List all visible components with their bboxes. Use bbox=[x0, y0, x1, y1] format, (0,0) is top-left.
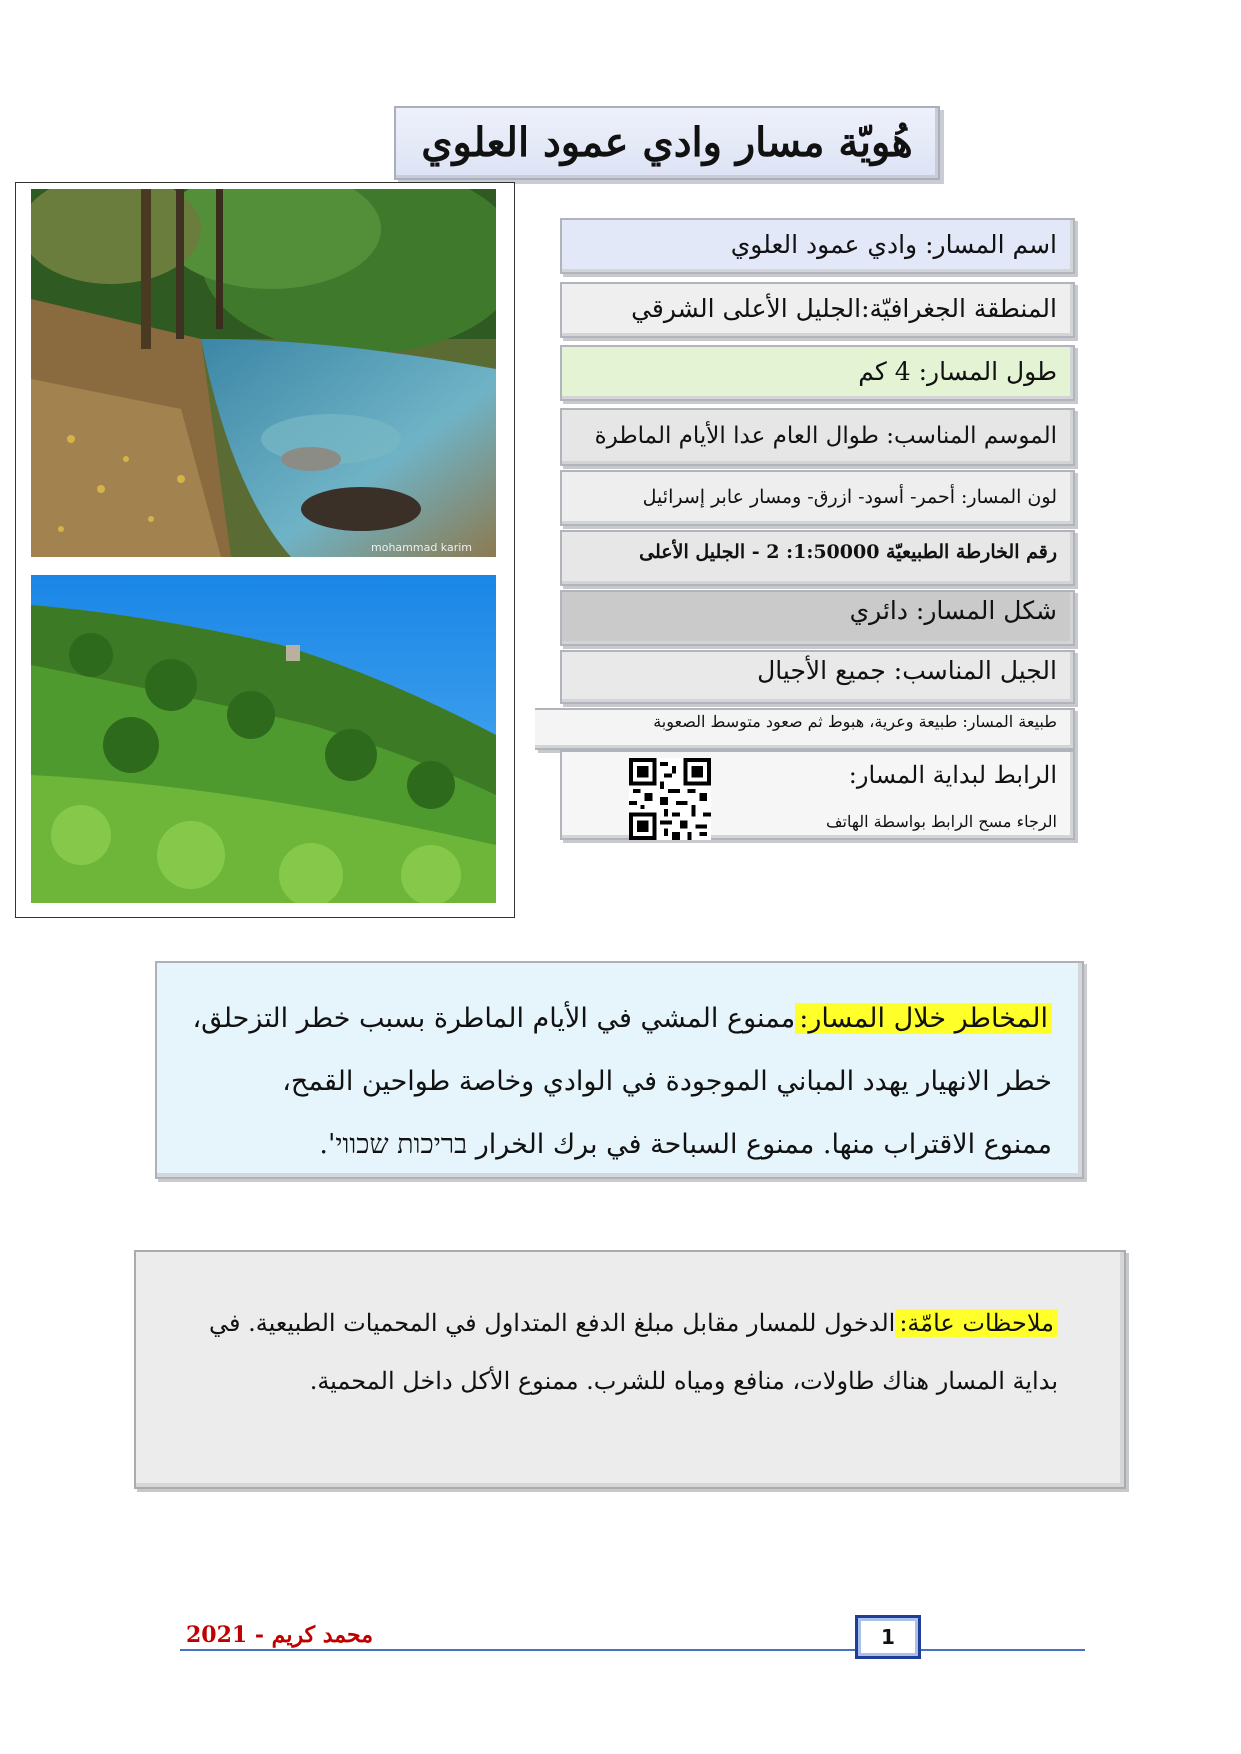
page-number: 1 bbox=[855, 1615, 921, 1659]
notes-text-1: الدخول للمسار مقابل مبلغ الدفع المتداول في المحميات الطبيعية. في bbox=[208, 1309, 896, 1337]
warnings-label: المخاطر خلال المسار: bbox=[795, 1003, 1052, 1034]
info-row-trail-colors: لون المسار: أحمر- أسود- ازرق- ومسار عابر إسرائيل bbox=[560, 470, 1075, 526]
photo-frame bbox=[15, 182, 515, 918]
qr-code[interactable] bbox=[629, 758, 711, 840]
footer-rule bbox=[180, 1649, 1085, 1651]
info-row-season: الموسم المناسب: طوال العام عدا الأيام الماطرة bbox=[560, 408, 1075, 466]
info-row-map-number: رقم الخارطة الطبيعيّة 1:50000: 2 - الجليل الأعلى bbox=[560, 530, 1075, 586]
warnings-line-1 bbox=[187, 987, 1052, 1050]
info-row-age: الجيل المناسب: جميع الأجيال bbox=[560, 650, 1075, 704]
link-row bbox=[560, 750, 1075, 840]
warnings-line-2: خطر الانهيار يهدد المباني الموجودة في الوادي وخاصة طواحين القمح، bbox=[282, 1066, 1052, 1097]
notes-box bbox=[134, 1250, 1126, 1489]
notes-line-1 bbox=[202, 1294, 1058, 1352]
warnings-box bbox=[155, 961, 1084, 1179]
stream-photo bbox=[31, 189, 496, 557]
info-row-shape: شكل المسار: دائري bbox=[560, 590, 1075, 646]
info-row-length: طول المسار: 4 كم bbox=[560, 345, 1075, 401]
warnings-line-3 bbox=[187, 1113, 1052, 1176]
warnings-text-3: ممنوع الاقتراب منها. ممنوع السباحة في برك الخرار bbox=[475, 1129, 1052, 1160]
link-row-note: الرجاء مسح الرابط بواسطة الهاتف bbox=[825, 812, 1057, 831]
notes-label: ملاحظات عامّة: bbox=[895, 1309, 1058, 1337]
page-title: هُويّة مسار وادي عمود العلوي bbox=[394, 106, 940, 180]
info-row-trail-name: اسم المسار: وادي عمود العلوي bbox=[560, 218, 1075, 274]
info-row-region: المنطقة الجغرافيّة:الجليل الأعلى الشرقي bbox=[560, 282, 1075, 338]
footer-author: محمد كريم - 2021 bbox=[186, 1622, 373, 1648]
notes-line-2: بداية المسار هناك طاولات، منافع ومياه للشرب. ممنوع الأكل داخل المحمية. bbox=[309, 1367, 1058, 1395]
warnings-text-1: ممنوع المشي في الأيام الماطرة بسبب خطر التزحلق، bbox=[192, 1003, 796, 1034]
warnings-hebrew: בריכות שכווי'. bbox=[319, 1129, 468, 1160]
hillside-photo bbox=[31, 575, 496, 903]
info-row-nature: طبيعة المسار: طبيعة وعرية، هبوط ثم صعود متوسط الصعوبة bbox=[535, 708, 1075, 750]
photo-watermark: mohammad karim bbox=[371, 541, 473, 554]
link-row-label: الرابط لبداية المسار: bbox=[848, 761, 1057, 789]
